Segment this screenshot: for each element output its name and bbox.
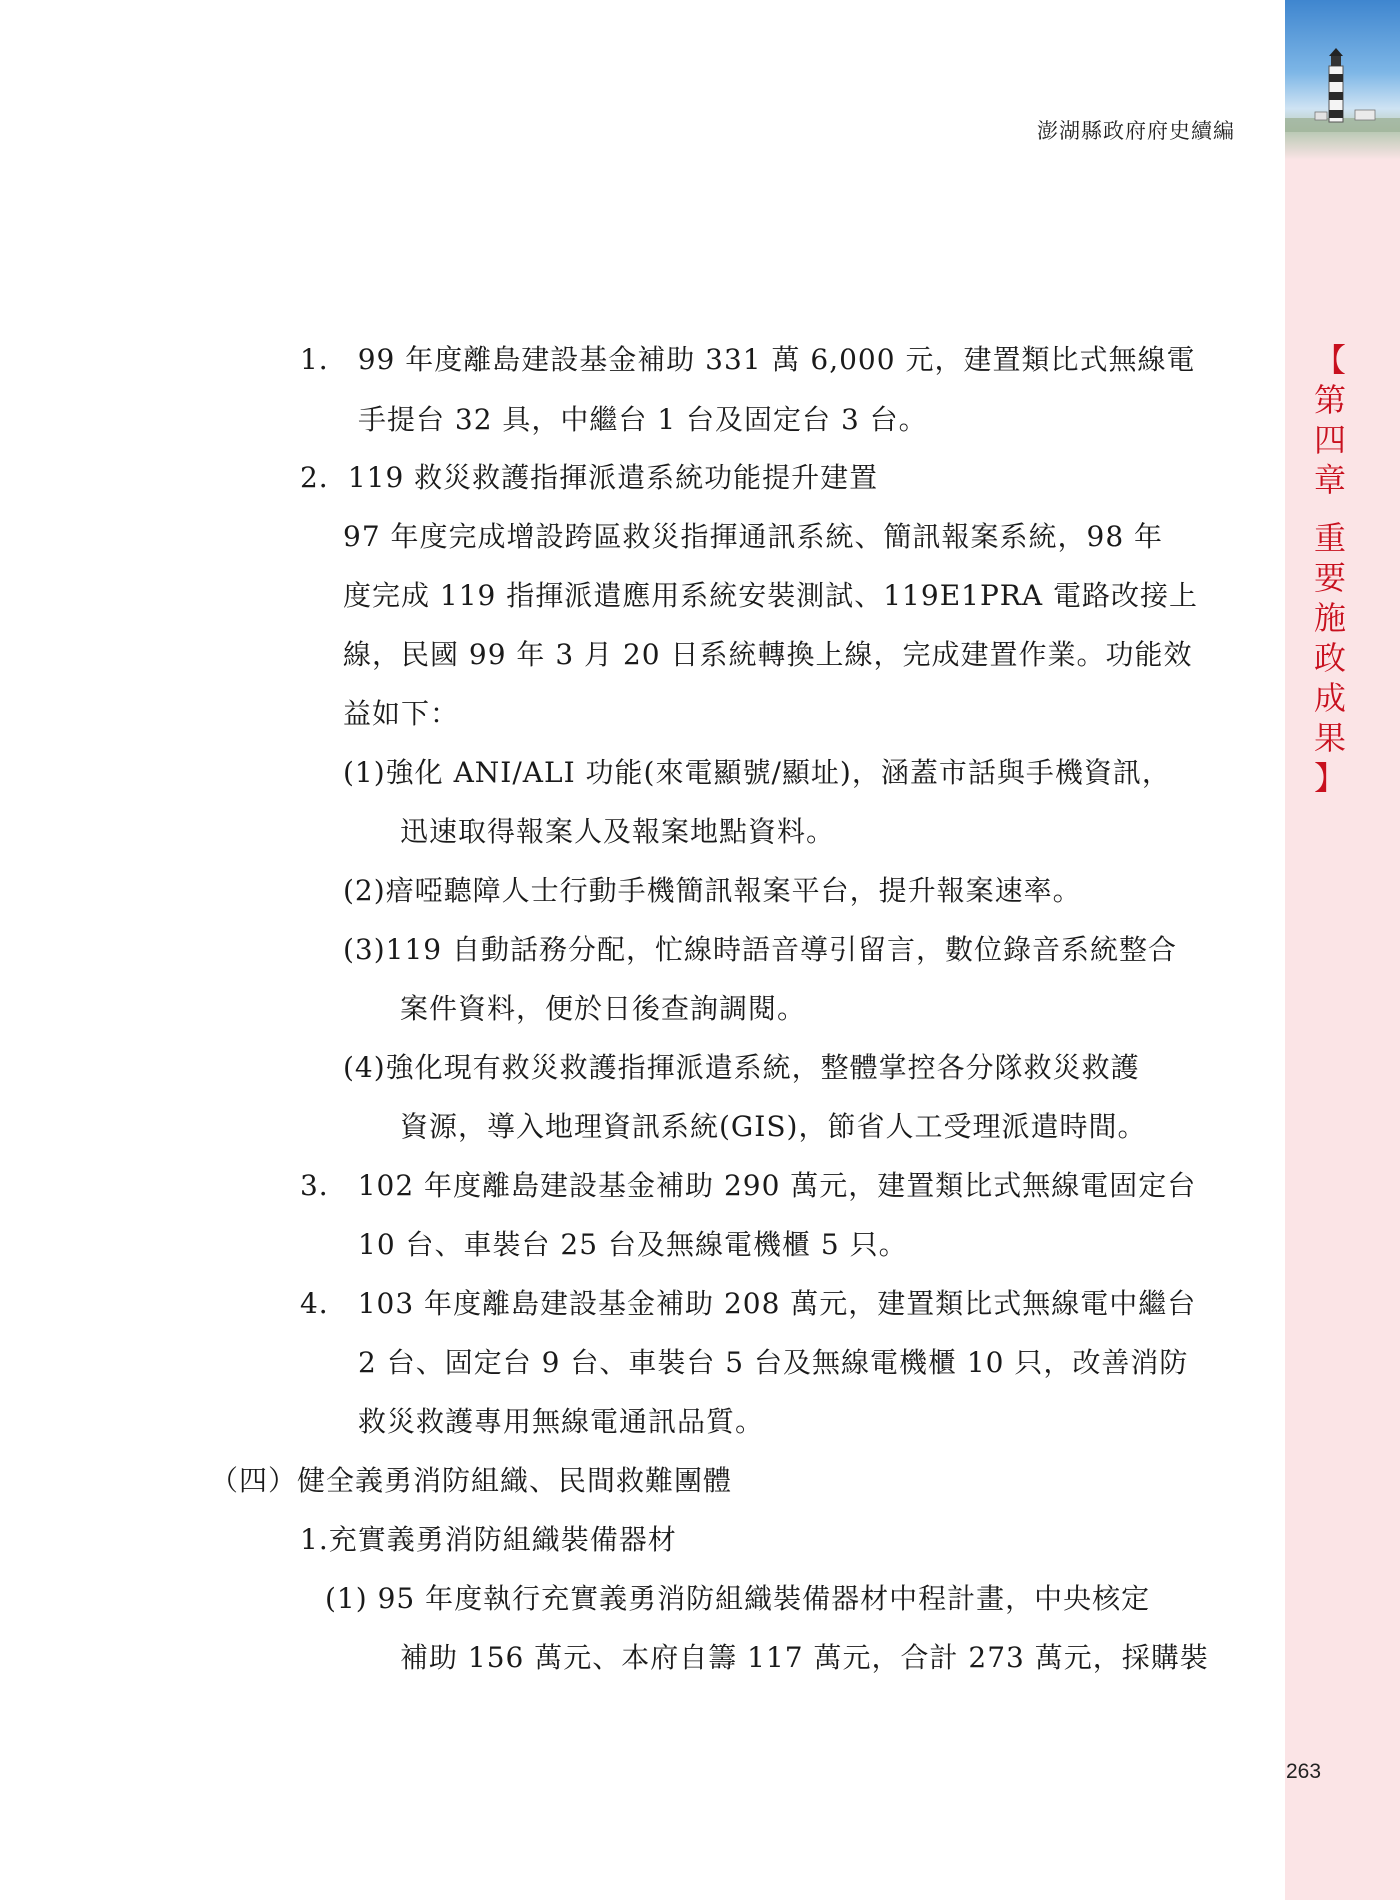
chapter-char: 重: [1313, 519, 1346, 557]
chapter-char: 政: [1313, 639, 1346, 677]
body-line: (2)瘖啞聽障人士行動手機簡訊報案平台，提升報案速率。: [343, 874, 1082, 907]
body-line: 案件資料，便於日後查詢調閱。: [400, 992, 807, 1025]
body-line: 97 年度完成增設跨區救災指揮通訊系統、簡訊報案系統，98 年: [343, 520, 1164, 553]
body-line: 手提台 32 具，中繼台 1 台及固定台 3 台。: [358, 403, 928, 436]
body-line: 救災救護專用無線電通訊品質。: [358, 1405, 765, 1438]
body-line: 度完成 119 指揮派遣應用系統安裝測試、119E1PRA 電路改接上: [343, 579, 1198, 612]
body-line: 資源，導入地理資訊系統(GIS)，節省人工受理派遣時間。: [400, 1110, 1147, 1143]
chapter-char: 】: [1313, 759, 1346, 797]
chapter-char: 【: [1313, 341, 1346, 379]
lighthouse-photo-icon: [1285, 0, 1400, 160]
body-line: (4)強化現有救災救護指揮派遣系統，整體掌控各分隊救災救護: [343, 1051, 1140, 1084]
chapter-char: 章: [1313, 461, 1346, 499]
running-header-title: 澎湖縣政府府史續編: [1037, 119, 1235, 143]
chapter-gap: [1308, 500, 1352, 518]
body-line: 補助 156 萬元、本府自籌 117 萬元，合計 273 萬元，採購裝: [400, 1641, 1209, 1674]
chapter-char: 施: [1313, 599, 1346, 637]
body-line: 線，民國 99 年 3 月 20 日系統轉換上線，完成建置作業。功能效: [343, 638, 1193, 671]
page-number: 263: [1286, 1760, 1322, 1783]
subsection-heading: 1.充實義勇消防組織裝備器材: [300, 1523, 677, 1556]
body-line: 2 台、固定台 9 台、車裝台 5 台及無線電機櫃 10 只，改善消防: [358, 1346, 1189, 1379]
section-heading: （四）健全義勇消防組織、民間救難團體: [210, 1464, 733, 1497]
body-line: (1) 95 年度執行充實義勇消防組織裝備器材中程計畫，中央核定: [325, 1582, 1151, 1615]
body-line: 益如下：: [343, 697, 460, 730]
chapter-char: 第: [1313, 381, 1346, 419]
chapter-char: 果: [1313, 719, 1346, 757]
chapter-char: 四: [1313, 421, 1346, 459]
body-line: 1． 99 年度離島建設基金補助 331 萬 6,000 元，建置類比式無線電: [300, 343, 1196, 376]
body-line: 迅速取得報案人及報案地點資料。: [400, 815, 836, 848]
chapter-side-strip: [1285, 0, 1400, 1900]
body-line: 2．119 救災救護指揮派遣系統功能提升建置: [300, 461, 879, 494]
body-line: 3． 102 年度離島建設基金補助 290 萬元，建置類比式無線電固定台: [300, 1169, 1197, 1202]
chapter-label: [1308, 340, 1352, 798]
chapter-char: 成: [1313, 679, 1346, 717]
body-line: (1)強化 ANI/ALI 功能(來電顯號/顯址)，涵蓋市話與手機資訊，: [343, 756, 1171, 789]
body-line: 10 台、車裝台 25 台及無線電機櫃 5 只。: [358, 1228, 908, 1261]
body-line: (3)119 自動話務分配，忙線時語音導引留言，數位錄音系統整合: [343, 933, 1178, 966]
lighthouse-icon: [1285, 0, 1400, 160]
chapter-char: 要: [1313, 559, 1346, 597]
body-line: 4． 103 年度離島建設基金補助 208 萬元，建置類比式無線電中繼台: [300, 1287, 1197, 1320]
